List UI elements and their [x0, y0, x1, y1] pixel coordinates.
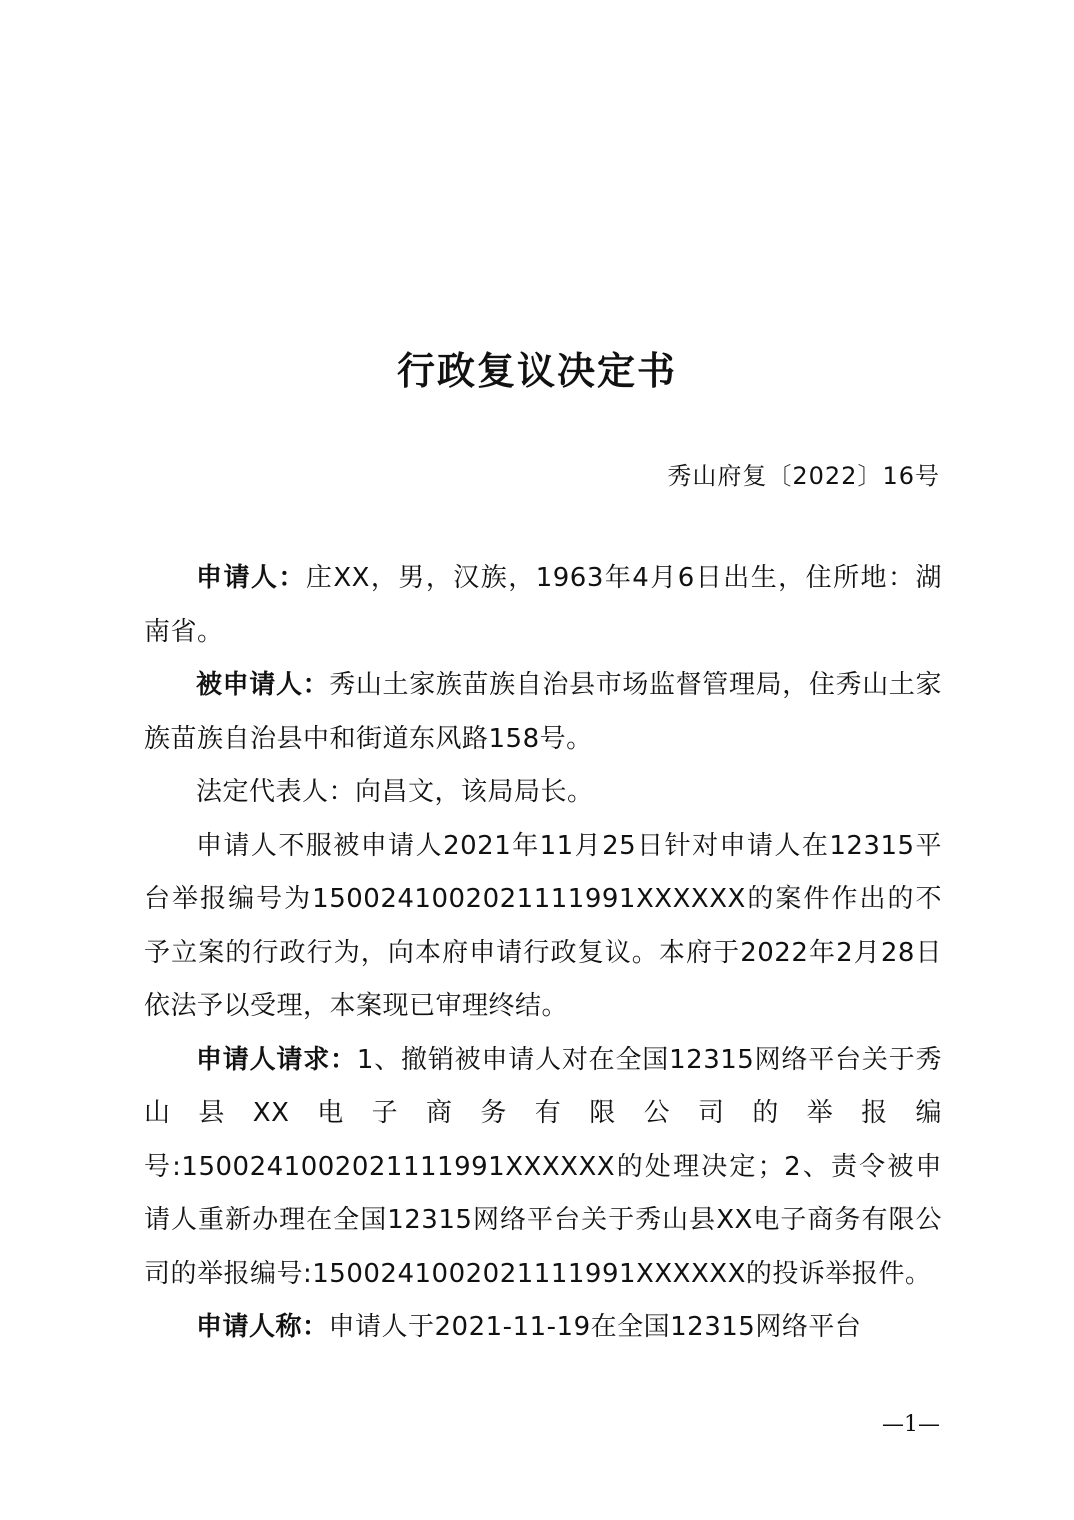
- document-title: 行政复议决定书: [396, 348, 677, 393]
- paragraph-text: 申请人不服被申请人2021年11月25日针对申请人在12315平台举报编号为1500241002021111991XXXXXX的案件作出的不予立案的行政行为，向本府申请行政复议。本府于2022年2月28日依法予以受理，本案现已审理终结。: [144, 830, 942, 1021]
- paragraph-label: 申请人请求：: [196, 1044, 357, 1075]
- paragraph-label: 申请人：: [196, 563, 306, 593]
- document-number: 秀山府复〔2022〕16号: [667, 462, 940, 490]
- paragraph-respondent: [144, 659, 942, 766]
- document-body: [144, 552, 942, 1355]
- paragraph-applicant: [144, 552, 942, 659]
- paragraph-text: 申请人于2021-11-19在全国12315网络平台: [328, 1312, 862, 1342]
- paragraph-label: 被申请人：: [196, 670, 330, 700]
- paragraph-label: 申请人称：: [196, 1312, 329, 1342]
- paragraph-text: 1、撤销被申请人对在全国12315网络平台关于秀山县XX电子商务有限公司的举报编号:1500241002021111991XXXXXX的处理决定；2、责令被申请人重新办理在全国12315网络平台关于秀山县XX电子商务有限公司的举报编号:1500241002021111991XXXXXX的投诉举报件。: [144, 1044, 942, 1289]
- paragraph-case-summary: [144, 820, 942, 1034]
- page-number: —1—: [882, 1412, 940, 1437]
- paragraph-text: 法定代表人：向昌文，该局局长。: [196, 777, 594, 807]
- paragraph-text: 秀山土家族苗族自治县市场监督管理局，住秀山土家族苗族自治县中和街道东风路158号。: [144, 670, 942, 754]
- paragraph-text: 庄XX，男，汉族，1963年4月6日出生，住所地：湖南省。: [144, 563, 942, 647]
- paragraph-applicant-request: [144, 1034, 942, 1302]
- paragraph-applicant-statement: [144, 1301, 942, 1355]
- paragraph-legal-representative: [144, 766, 942, 820]
